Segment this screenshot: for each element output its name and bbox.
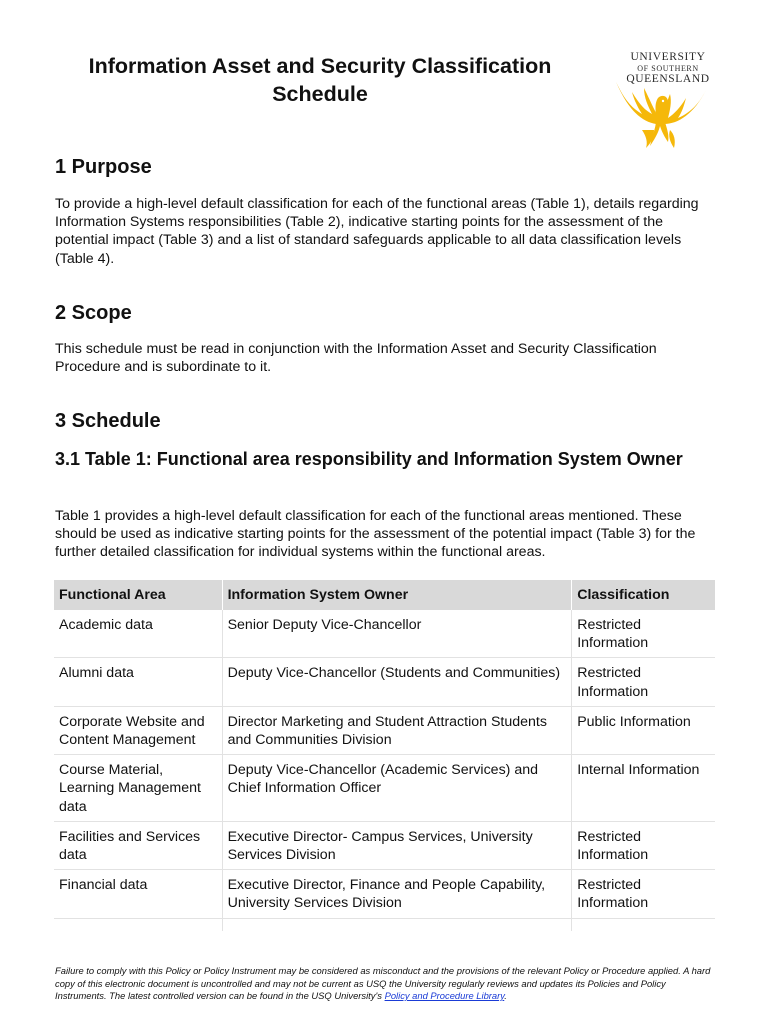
cell-system-owner: Executive Director, Finance and People Capability, University Services Division: [222, 870, 572, 918]
schedule-heading: 3 Schedule: [55, 410, 161, 432]
cell-system-owner: Director Marketing and Student Attraction Students and Communities Division: [222, 706, 572, 754]
empty-cell: [54, 918, 222, 931]
table-header-row: [54, 580, 715, 610]
cell-functional-area: Financial data: [54, 870, 222, 918]
university-logo: [612, 52, 712, 152]
header-classification: Classification: [572, 580, 715, 610]
table-row: [54, 870, 715, 918]
cell-functional-area: Facilities and Services data: [54, 821, 222, 869]
schedule-text: Table 1 provides a high-level default classification for each of the functional areas mentioned. These should be used as indicative starting points for the assessment of the potential impact (Table 3) for the further detailed classification for individual systems within the functional areas.: [55, 508, 696, 561]
table-row: [54, 610, 715, 658]
footer-text: Failure to comply with this Policy or Policy Instrument may be considered as misconduct and the provisions of the relevant Policy or Procedure applied. A hard copy of this electronic document is uncontrolled and may not be current as USQ the University regularly reviews and updates its Policies and Policy Instruments. The latest controlled version can be found in the USQ University's: [55, 965, 711, 1001]
cell-system-owner: Senior Deputy Vice-Chancellor: [222, 610, 572, 658]
header-functional-area: Functional Area: [54, 580, 222, 610]
scope-heading: 2 Scope: [55, 302, 132, 324]
footer-end: .: [504, 990, 507, 1001]
table-row: [54, 755, 715, 822]
logo-line-1: UNIVERSITY: [630, 51, 706, 63]
purpose-text: To provide a high-level default classification for each of the functional areas (Table 1), details regarding Information Systems responsibilities (Table 2), indicative starting points for the assessment of the potential impact (Table 3) and a list of standard safeguards applicable to all data classification levels (Table 4).: [55, 196, 699, 267]
empty-cell: [222, 918, 572, 931]
table1-heading: 3.1 Table 1: Functional area responsibility and Information System Owner: [55, 449, 683, 469]
functional-area-table: [54, 580, 715, 931]
policy-footer: [55, 965, 715, 1003]
cell-system-owner: Executive Director- Campus Services, University Services Division: [222, 821, 572, 869]
cell-classification: Internal Information: [572, 755, 715, 822]
phoenix-icon: [612, 80, 708, 150]
logo-line-3: QUEENSLAND: [626, 73, 710, 85]
cell-system-owner: Deputy Vice-Chancellor (Academic Services) and Chief Information Officer: [222, 755, 572, 822]
cell-functional-area: Alumni data: [54, 658, 222, 706]
logo-line-2: OF SOUTHERN: [637, 64, 699, 73]
scope-text: This schedule must be read in conjunction with the Information Asset and Security Classification Procedure and is subordinate to it.: [55, 341, 657, 376]
purpose-heading: 1 Purpose: [55, 156, 152, 178]
document-title: [55, 52, 585, 108]
cell-system-owner: Deputy Vice-Chancellor (Students and Communities): [222, 658, 572, 706]
table-row: [54, 821, 715, 869]
cell-classification: Public Information: [572, 706, 715, 754]
empty-cell: [572, 918, 715, 931]
table-row-continued: [54, 918, 715, 931]
cell-classification: Restricted Information: [572, 610, 715, 658]
cell-functional-area: Academic data: [54, 610, 222, 658]
policy-library-link[interactable]: Policy and Procedure Library: [384, 990, 505, 1001]
title-line-2: Schedule: [272, 82, 368, 106]
cell-classification: Restricted Information: [572, 821, 715, 869]
cell-functional-area: Course Material, Learning Management data: [54, 755, 222, 822]
table-row: [54, 706, 715, 754]
cell-classification: Restricted Information: [572, 658, 715, 706]
table-row: [54, 658, 715, 706]
header-system-owner: Information System Owner: [222, 580, 572, 610]
cell-classification: Restricted Information: [572, 870, 715, 918]
cell-functional-area: Corporate Website and Content Management: [54, 706, 222, 754]
title-line-1: Information Asset and Security Classification: [88, 54, 552, 78]
